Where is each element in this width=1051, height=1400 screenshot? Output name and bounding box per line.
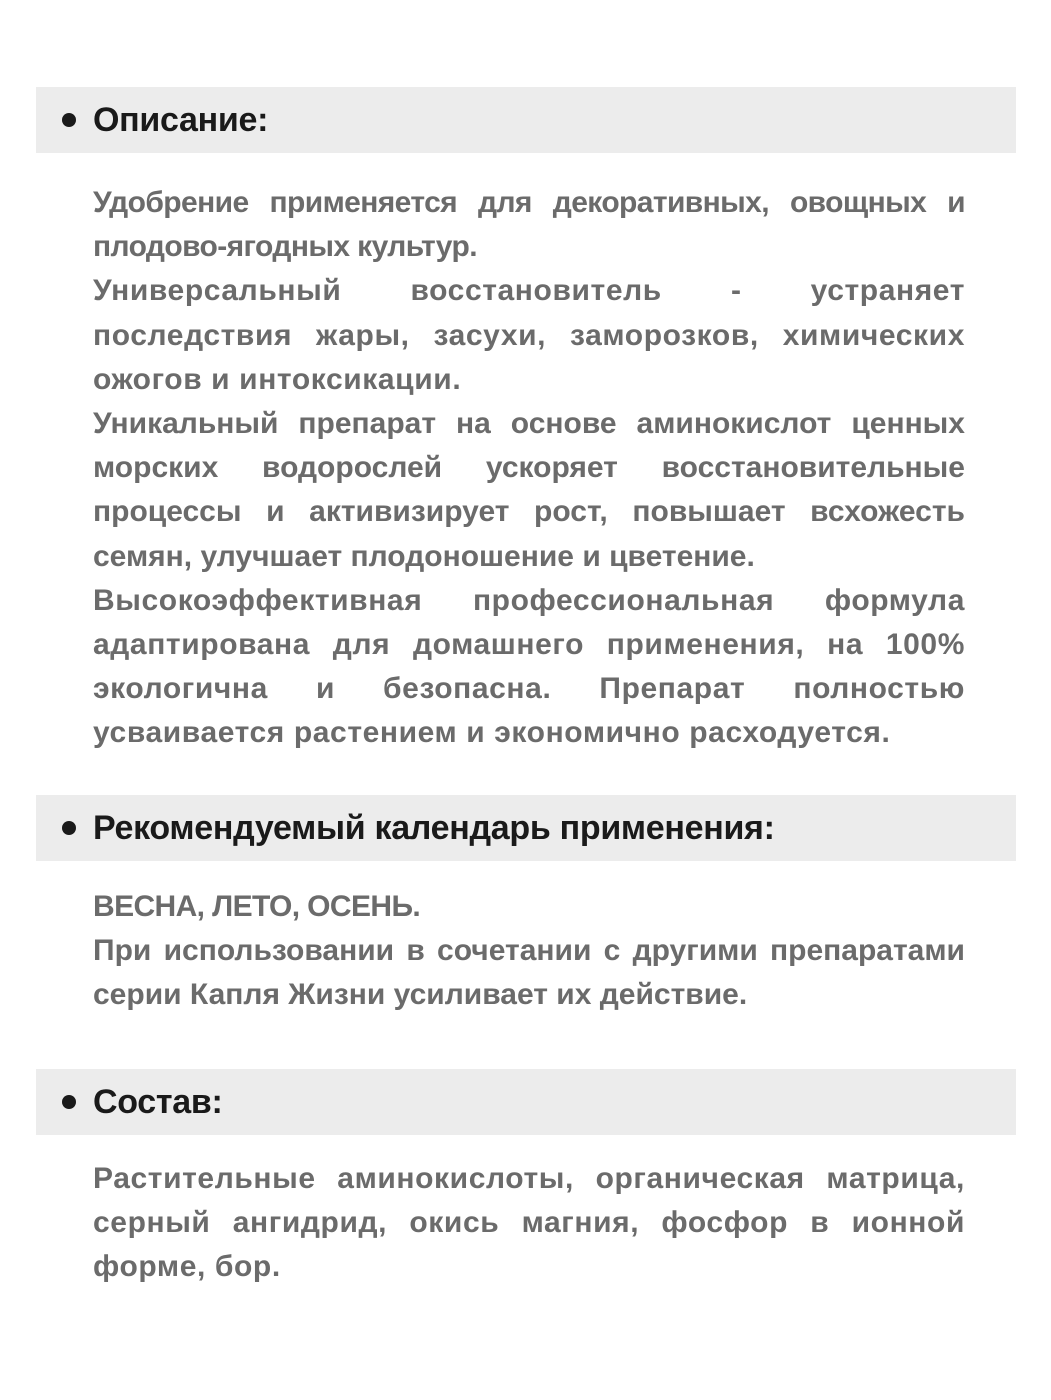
- section-header-calendar: [36, 795, 1016, 861]
- paragraph: Универсальный восстановитель - устраняет последствия жары, засухи, заморозков, химических ожогов и интоксикации.: [93, 274, 965, 396]
- section-title: Описание:: [93, 100, 269, 139]
- bullet-icon: [62, 821, 76, 835]
- bullet-icon: [62, 113, 76, 127]
- section-header-composition: [36, 1069, 1016, 1135]
- paragraph: Растительные аминокислоты, органическая матрица, серный ангидрид, окись магния, фосфор в ионной форме, бор.: [93, 1162, 965, 1284]
- paragraph: Уникальный препарат на основе аминокислот ценных морских водорослей ускоряет восстановительные процессы и активизирует рост, повышает всхожесть семян, улучшает плодоношение и цветение.: [93, 407, 965, 573]
- paragraph: При использовании в сочетании с другими препаратами серии Капля Жизни усиливает их действие.: [93, 934, 965, 1012]
- section-title: Рекомендуемый календарь применения:: [93, 808, 775, 847]
- section-body-description: [93, 181, 965, 756]
- bullet-icon: [62, 1095, 76, 1109]
- paragraph: Удобрение применяется для декоративных, овощных и плодово-ягодных культур.: [93, 186, 965, 264]
- section-body-composition: [93, 1157, 965, 1290]
- paragraph: ВЕСНА, ЛЕТО, ОСЕНЬ.: [93, 890, 421, 923]
- section-header-description: [36, 87, 1016, 153]
- section-title: Состав:: [93, 1082, 223, 1121]
- section-body-calendar: [93, 885, 965, 1018]
- paragraph: Высокоэффективная профессиональная формула адаптирована для домашнего применения, на 100% экологична и безопасна. Препарат полностью усваивается растением и экономично расходуется.: [93, 583, 965, 750]
